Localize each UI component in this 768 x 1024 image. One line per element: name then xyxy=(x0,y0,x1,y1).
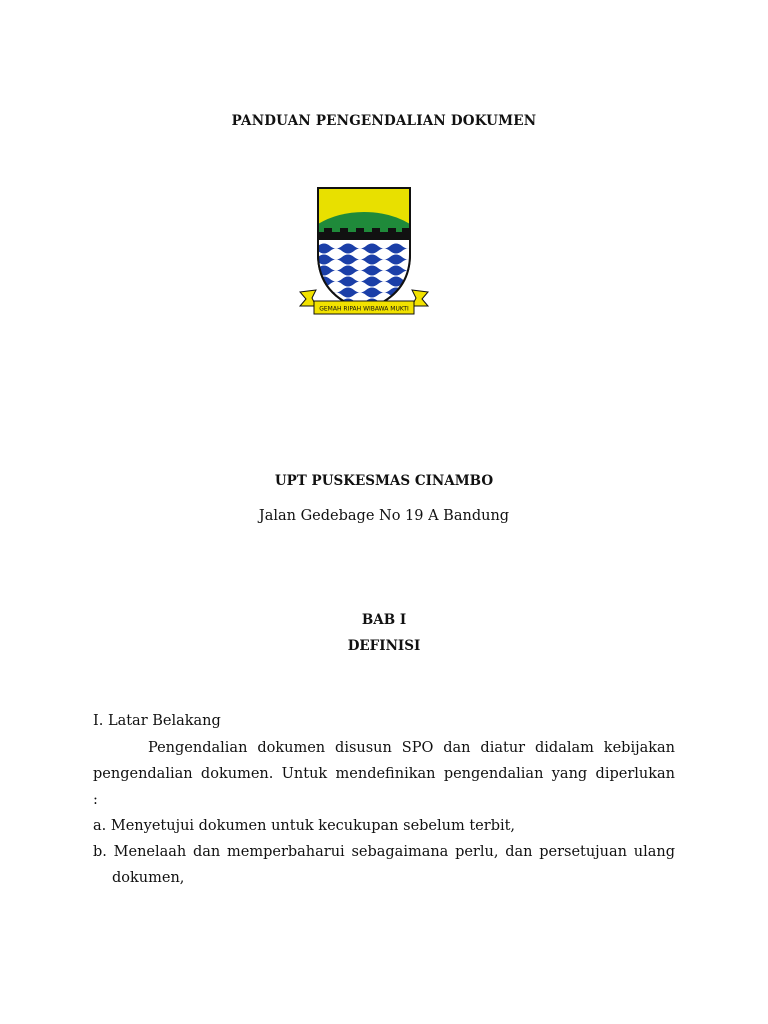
paragraph-line-3: : xyxy=(93,792,98,808)
organization-address: Jalan Gedebage No 19 A Bandung xyxy=(258,508,510,524)
chapter-title: DEFINISI xyxy=(347,638,421,654)
organization-name: UPT PUSKESMAS CINAMBO xyxy=(274,473,494,489)
document-title: PANDUAN PENGENDALIAN DOKUMEN xyxy=(231,113,537,129)
bandung-coat-of-arms-logo xyxy=(298,184,430,320)
list-item-b-line-2: dokumen, xyxy=(112,870,185,886)
logo-motto-text: GEMAH RIPAH WIBAWA MUKTI xyxy=(319,305,409,313)
list-item-a: a. Menyetujui dokumen untuk kecukupan sebelum terbit, xyxy=(93,818,516,834)
paragraph-line-1: Pengendalian dokumen disusun SPO dan diatur didalam kebijakan xyxy=(148,740,675,756)
section-heading: I. Latar Belakang xyxy=(93,713,221,729)
paragraph-line-2: pengendalian dokumen. Untuk mendefinikan pengendalian yang diperlukan xyxy=(93,766,675,782)
chapter-number: BAB I xyxy=(361,612,407,628)
list-item-b-line-1: b. Menelaah dan memperbaharui sebagaimana perlu, dan persetujuan ulang xyxy=(93,844,675,860)
